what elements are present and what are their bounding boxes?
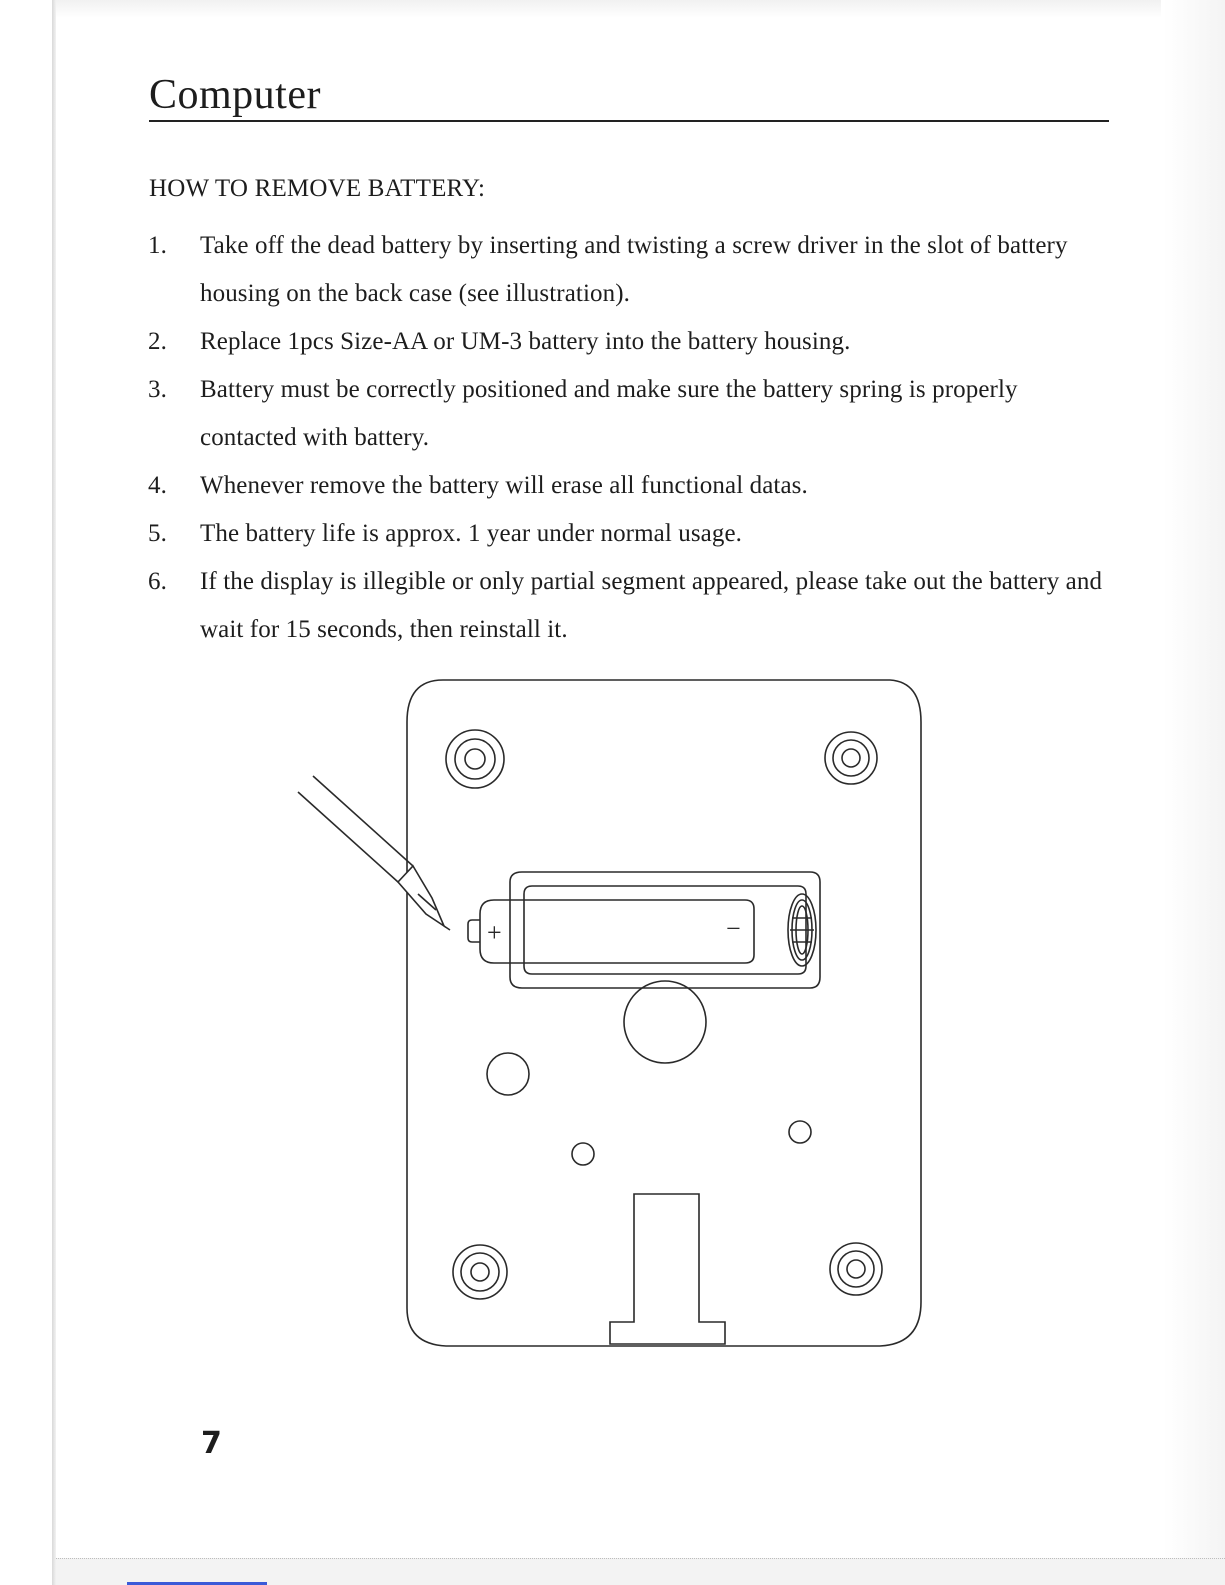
step-text: Battery must be correctly positioned and make sure the battery spring is properly contacted with battery. <box>200 376 1018 451</box>
step-item <box>148 366 1108 462</box>
scan-top-edge <box>56 0 1161 18</box>
stand-slot <box>610 1194 725 1344</box>
step-text: The battery life is approx. 1 year under normal usage. <box>200 520 743 547</box>
step-item <box>148 558 1108 654</box>
step-text: Replace 1pcs Size-AA or UM-3 battery into the battery housing. <box>200 328 851 355</box>
battery-spring-icon <box>788 894 816 966</box>
round-opening-small-right <box>789 1121 811 1143</box>
battery-plus-label: + <box>487 918 502 947</box>
step-number: 5. <box>148 520 167 547</box>
screw-hole-top-right <box>825 732 877 784</box>
scan-bottom-edge <box>56 1558 1225 1585</box>
instructions-heading: HOW TO REMOVE BATTERY: <box>149 175 486 202</box>
section-title: Computer <box>149 72 321 118</box>
screw-hole-bottom-left <box>453 1245 507 1299</box>
screw-hole-bottom-right <box>830 1243 882 1295</box>
screwdriver-icon <box>298 776 450 930</box>
step-number: 4. <box>148 472 167 499</box>
step-item <box>148 510 1108 558</box>
round-opening-small <box>572 1143 594 1165</box>
step-text: If the display is illegible or only partial segment appeared, please take out the battery and wait for 15 seconds, then reinstall it. <box>200 568 1103 643</box>
step-text: Whenever remove the battery will erase all functional datas. <box>200 472 808 499</box>
scan-right-edge <box>1163 0 1225 1585</box>
step-text: Take off the dead battery by inserting and twisting a screw driver in the slot of battery housing on the back case (see illustration). <box>200 232 1068 307</box>
battery-removal-illustration <box>280 672 940 1362</box>
step-item <box>148 462 1108 510</box>
step-number: 2. <box>148 328 167 355</box>
steps-list <box>148 222 1108 654</box>
round-opening-medium <box>487 1053 529 1095</box>
battery-housing <box>510 872 820 988</box>
section-header <box>149 64 1109 122</box>
step-number: 6. <box>148 568 167 595</box>
screw-hole-top-left <box>446 730 504 788</box>
step-item <box>148 222 1108 318</box>
scan-left-edge <box>52 0 56 1585</box>
battery-minus-label: − <box>726 914 741 943</box>
step-number: 3. <box>148 376 167 403</box>
battery <box>468 900 754 963</box>
step-number: 1. <box>148 232 167 259</box>
step-item <box>148 318 1108 366</box>
round-opening-large <box>624 981 706 1063</box>
page-number: 7 <box>201 1426 222 1461</box>
